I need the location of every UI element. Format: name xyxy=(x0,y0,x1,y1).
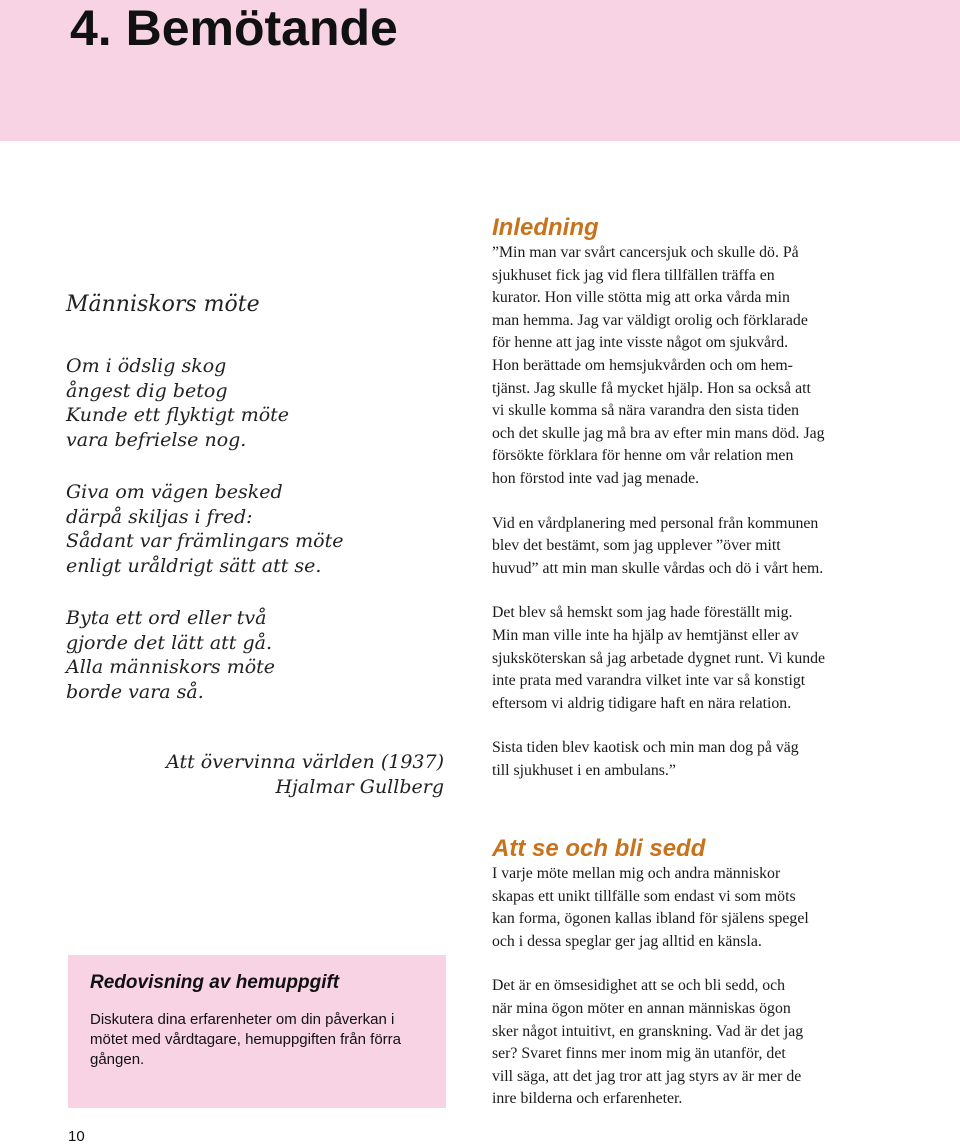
text-line: man hemma. Jag var väldigt orolig och förklarade xyxy=(492,311,808,329)
text-line: Hon berättade om hemsjukvården och om hem- xyxy=(492,356,793,374)
paragraph xyxy=(492,242,872,491)
text-line: sjukhuset fick jag vid flera tillfällen träffa en xyxy=(492,266,775,284)
poem-line: Sådant var främlingars möte xyxy=(66,530,344,552)
section-see-body xyxy=(492,863,872,1111)
poem-stanza xyxy=(66,606,456,704)
text-line: till sjukhuset i en ambulans.” xyxy=(492,761,676,779)
text-line: inte prata med varandra vilket inte var så konstigt xyxy=(492,672,806,690)
text-line: tjänst. Jag skulle få mycket hjälp. Hon sa också att xyxy=(492,379,811,397)
paragraph xyxy=(492,513,872,581)
text-line: ”Min man var svårt cancersjuk och skulle dö. På xyxy=(492,244,799,261)
homework-box xyxy=(68,955,446,1108)
text-line: när mina ögon möter en annan människas ögon xyxy=(492,999,791,1017)
chapter-title: 4. Bemötande xyxy=(70,0,398,56)
poem-line: vara befrielse nog. xyxy=(66,428,247,451)
poem-line: enligt uråldrigt sätt att se. xyxy=(66,554,322,577)
poem xyxy=(66,290,456,732)
text-line: ser? Svaret finns mer inom mig än utanför, det xyxy=(492,1045,786,1063)
poem-line: ångest dig betog xyxy=(66,379,228,402)
text-line: Min man ville inte ha hjälp av hemtjänst eller av xyxy=(492,626,799,644)
poem-line: därpå skiljas i fred: xyxy=(66,505,253,528)
paragraph xyxy=(492,737,872,782)
poem-line: Om i ödslig skog xyxy=(66,355,227,377)
text-line: för henne att jag inte visste något om sjukvård. xyxy=(492,334,789,352)
text-line: inre bilderna och erfarenheter. xyxy=(492,1090,683,1108)
homework-title: Redovisning av hemuppgift xyxy=(90,972,340,993)
text-line: Det blev så hemskt som jag hade föreställt mig. xyxy=(492,604,793,622)
poem-line: Kunde ett flyktigt möte xyxy=(66,404,290,426)
attribution-author: Hjalmar Gullberg xyxy=(275,776,444,798)
poem-stanzas xyxy=(66,354,456,704)
paragraph xyxy=(492,975,872,1111)
text-line: hon förstod inte vad jag menade. xyxy=(492,469,700,487)
text-line: eftersom vi aldrig tidigare haft en nära relation. xyxy=(492,694,792,712)
poem-stanza xyxy=(66,480,456,578)
text-line: Sista tiden blev kaotisk och min man dog på väg xyxy=(492,739,799,757)
poem-line: gjorde det lätt att gå. xyxy=(66,631,272,654)
text-line: huvud” att min man skulle vårdas och dö i vårt hem. xyxy=(492,559,824,577)
section-intro xyxy=(492,214,872,804)
paragraph xyxy=(492,863,872,953)
text-line: skapas ett unikt tillfälle som endast vi som möts xyxy=(492,887,796,905)
poem-line: Alla människors möte xyxy=(66,656,276,678)
poem-line: Giva om vägen besked xyxy=(66,481,283,503)
text-line: försökte förklara för henne om vår relation men xyxy=(492,447,794,465)
text-line: och i dessa speglar ger jag alltid en känsla. xyxy=(492,932,762,950)
text-line: blev det bestämt, som jag upplever ”över mitt xyxy=(492,537,781,555)
section-heading-see: Att se och bli sedd xyxy=(492,835,706,862)
text-line: kurator. Hon ville stötta mig att orka vårda min xyxy=(492,289,790,307)
text-line: kan forma, ögonen kallas ibland för själens spegel xyxy=(492,910,809,928)
text-line: vi skulle komma så nära varandra den sista tiden xyxy=(492,402,800,420)
text-line: vill säga, att det jag tror att jag styrs av är mer de xyxy=(492,1067,802,1085)
paragraph xyxy=(492,602,872,715)
poem-stanza xyxy=(66,354,456,452)
text-line: Det är en ömsesidighet att se och bli sedd, och xyxy=(492,977,786,995)
text-line: sjuksköterskan så jag arbetade dygnet runt. Vi kunde xyxy=(492,649,826,667)
poem-title: Människors möte xyxy=(66,292,260,317)
poem-line: borde vara så. xyxy=(66,680,204,703)
attribution-work: Att övervinna världen (1937) xyxy=(166,751,444,773)
section-heading-intro: Inledning xyxy=(492,214,599,241)
text-line: I varje möte mellan mig och andra människor xyxy=(492,865,781,882)
homework-text: Diskutera dina erfarenheter om din påverkan i mötet med vårdtagare, hemuppgiften från förra gången. xyxy=(90,1011,402,1068)
section-see xyxy=(492,835,872,1133)
poem-attribution xyxy=(150,750,444,800)
text-line: och det skulle jag må bra av efter min mans död. Jag xyxy=(492,424,825,442)
page-number: 10 xyxy=(68,1128,85,1145)
text-line: Vid en vårdplanering med personal från kommunen xyxy=(492,514,819,532)
text-line: sker något intuitivt, en granskning. Vad är det jag xyxy=(492,1022,804,1040)
section-intro-body xyxy=(492,242,872,782)
poem-line: Byta ett ord eller två xyxy=(66,607,267,629)
